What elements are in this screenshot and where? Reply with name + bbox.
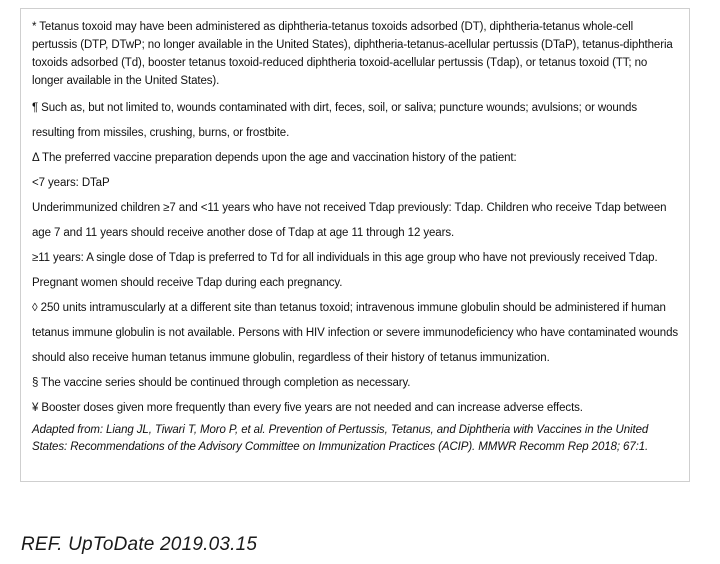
footnote-underimmunized-children: Underimmunized children ≥7 and <11 years who have not received Tdap previously: Tdap. Children who receive Tdap between age 7 and 11 years should receive another dose of Tdap at age 11 through 12 years.: [32, 202, 667, 239]
footnote-over-11-years: ≥11 years: A single dose of Tdap is preferred to Td for all individuals in this age group who have not previously received Tdap. Pregnant women should receive Tdap during each pregnancy.: [32, 252, 658, 289]
footnote-vaccine-preparation: Δ The preferred vaccine preparation depends upon the age and vaccination history of the patient:: [32, 152, 517, 164]
footnote-tetanus-toxoid: * Tetanus toxoid may have been administered as diphtheria-tetanus toxoids adsorbed (DT), diphtheria-tetanus whole-cell pertussis (DTP, DTwP; no longer available in the United States), diphtheria-tetanus-acellular pertussis (DTaP), tetanus-diphtheria toxoids adsorbed (Td), booster tetanus toxoid-reduced diphtheria toxoid-acellular pertussis (Tdap), or tetanus toxoid (TT; no longer available in the United States).: [32, 21, 673, 87]
reference-note: REF. UpToDate 2019.03.15: [21, 534, 258, 555]
footnote-vaccine-series: § The vaccine series should be continued through completion as necessary.: [32, 377, 411, 389]
footnote-booster-doses: ¥ Booster doses given more frequently than every five years are not needed and can increase adverse effects.: [32, 402, 583, 414]
footnote-wounds: ¶ Such as, but not limited to, wounds contaminated with dirt, feces, soil, or saliva; puncture wounds; avulsions; or wounds resulting from missiles, crushing, burns, or frostbite.: [32, 102, 637, 139]
footnote-immune-globulin: ◊ 250 units intramuscularly at a different site than tetanus toxoid; intravenous immune globulin should be administered if human tetanus immune globulin is not available. Persons with HIV infection or severe immunodeficiency who have contaminated wounds should also receive human tetanus immune globulin, regardless of their history of tetanus immunization.: [32, 302, 679, 364]
footnotes-box: [20, 8, 690, 482]
source-citation: Adapted from: Liang JL, Tiwari T, Moro P, et al. Prevention of Pertussis, Tetanus, and Diphtheria with Vaccines in the United States: Recommendations of the Advisory Committee on Immunization Practices (ACIP). MMWR Recomm Rep 2018; 67:1.: [32, 424, 649, 453]
footnote-under-7-years: <7 years: DTaP: [32, 177, 110, 189]
